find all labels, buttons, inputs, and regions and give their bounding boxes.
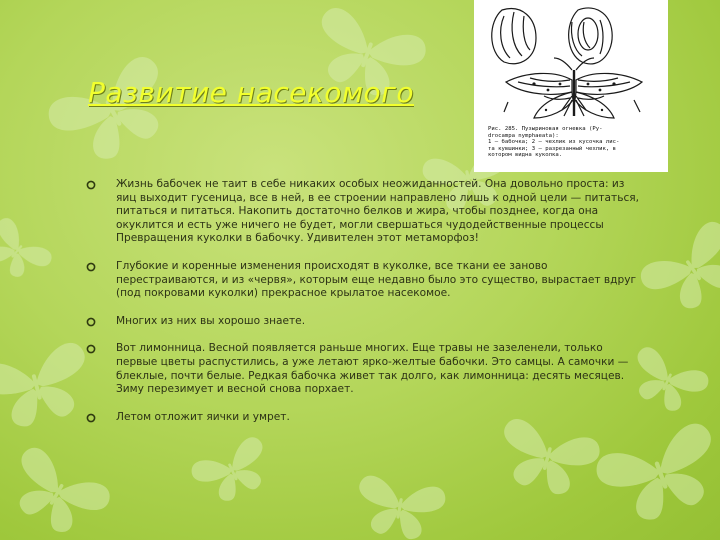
slide-title: Развитие насекомого: [88, 76, 414, 109]
bullet-ring-icon: [86, 413, 96, 423]
bullet-item: [86, 315, 646, 329]
bullet-text: Многих из них вы хорошо знаете.: [116, 314, 306, 327]
cut-leaf-case-drawing: [569, 8, 613, 64]
bullet-ring-icon: [86, 344, 96, 354]
butterfly-decor-icon: [0, 340, 99, 436]
caption-line: та кувшинки; 3 — разрезанный чехлик, в: [488, 145, 616, 152]
bullet-item: [86, 260, 646, 301]
butterfly-decor-icon: [43, 51, 185, 175]
bullet-text: Жизнь бабочек не таит в себе никаких особых неожиданностей. Она довольно проста: из яиц выходит гусеница, все в ней, в ее строении направлено лишь к одной цели — питаться, питаться и питаться. Накопить достаточно белков и жира, чтобы позднее, когда она окуклится и есть уже ничего не будет, могли свершаться чудодейственные процессы Превращения куколки в бабочку. Удивителен этот метаморфоз!: [116, 178, 640, 245]
caption-line: котором видна куколка.: [488, 152, 563, 159]
butterfly-decor-icon: [0, 215, 55, 289]
butterfly-decor-icon: [636, 217, 720, 325]
butterfly-decor-icon: [352, 474, 447, 540]
bullet-ring-icon: [86, 180, 96, 190]
butterfly-decor-icon: [0, 443, 115, 540]
bullet-text: Летом отложит яички и умрет.: [116, 410, 290, 423]
bullet-ring-icon: [86, 262, 96, 272]
bullet-item: [86, 342, 646, 396]
figure-caption: [488, 126, 660, 159]
bullet-item: [86, 411, 646, 425]
bullet-text: Глубокие и коренные изменения происходят в куколке, все ткани ее заново перестраиваются, и из «червя», которым еще недавно было это существо, вырастает вдруг (под покровами куколки) прекрасное крылатое насекомое.: [116, 259, 637, 300]
bullet-list: [86, 178, 646, 438]
caption-line: Рис. 285. Пузыриновая огневка (Py-: [488, 126, 603, 132]
caption-line: drocampa nymphaeata):: [488, 132, 559, 139]
bullet-text: Вот лимонница. Весной появляется раньше многих. Еще травы не зазеленели, только первые цветы распустились, а уже летают ярко-желтые бабочки. Это самцы. А самочки — блеклые, почти белые. Редкая бабочка живет так долго, как лимонница: десять месяцев. Зиму перезимует и весной снова порхает.: [116, 342, 629, 396]
moth-illustration: [474, 0, 668, 172]
bullet-item: [86, 178, 646, 246]
bullet-ring-icon: [86, 317, 96, 327]
butterfly-decor-icon: [188, 434, 278, 510]
caption-line: 1 — бабочка; 2 — чехлик из кусочка лис-: [488, 139, 620, 146]
leaf-case-drawing: [492, 9, 536, 64]
